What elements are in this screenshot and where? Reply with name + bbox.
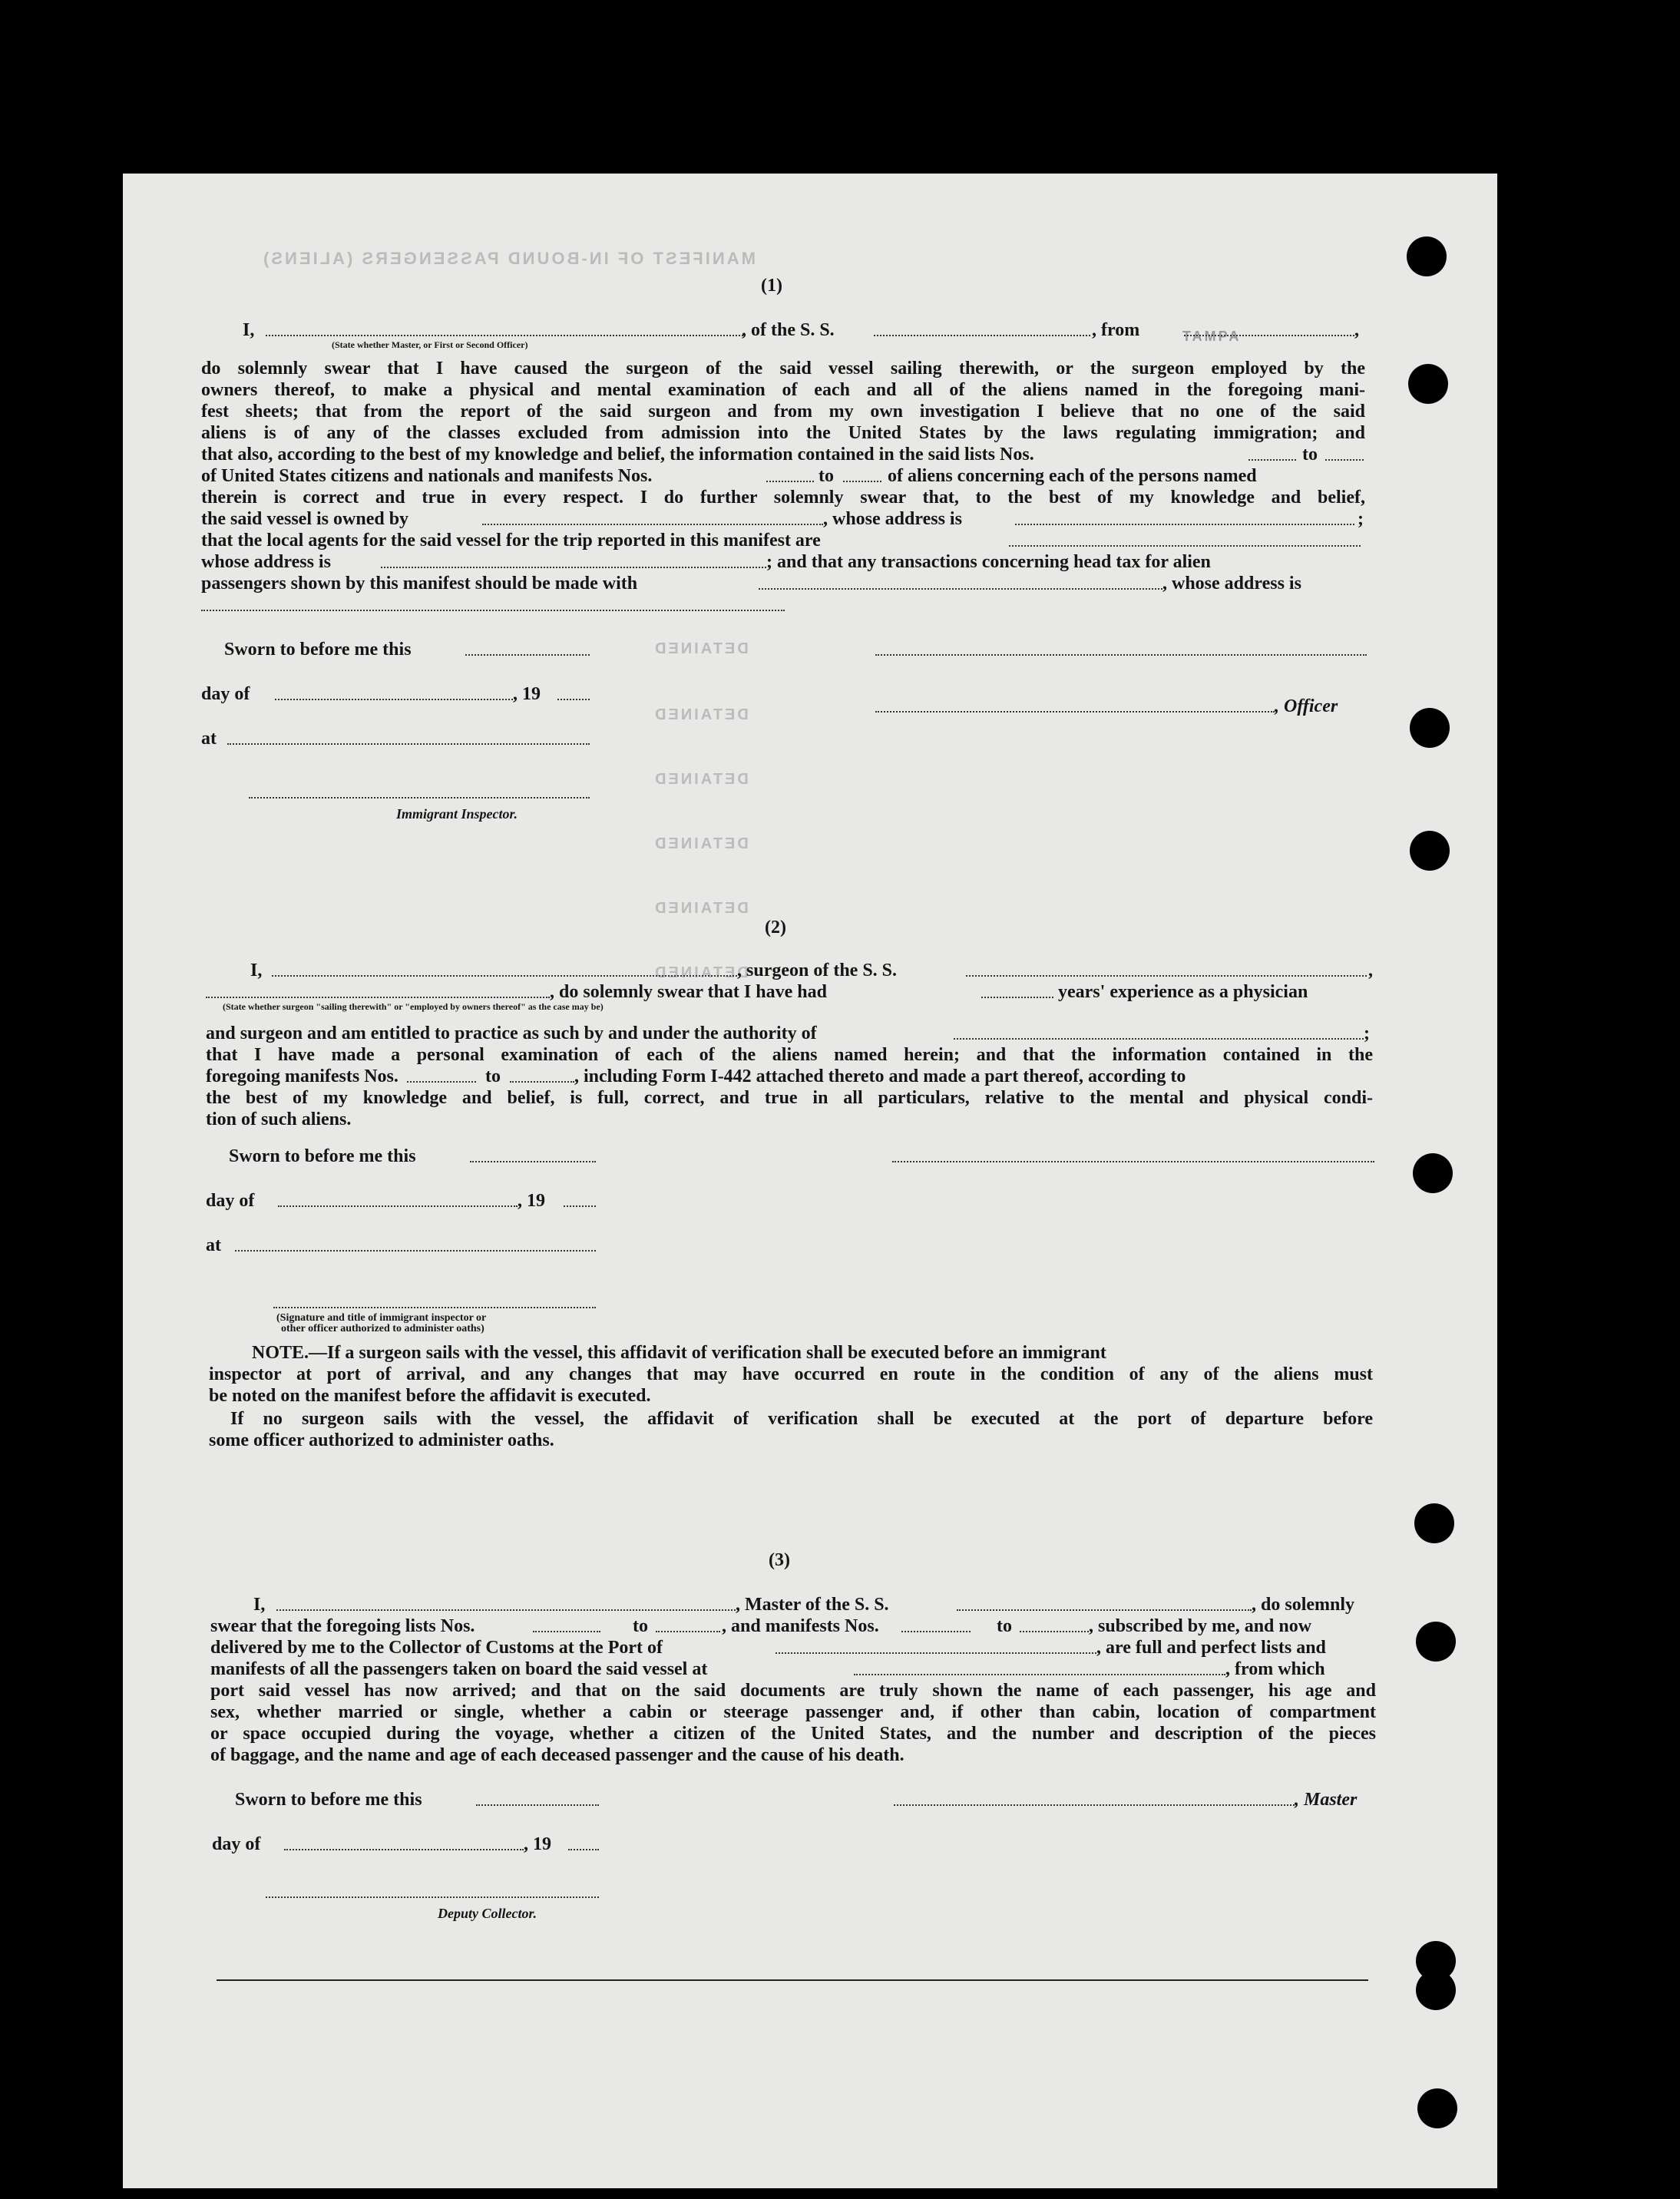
s1-line: owners thereof, to make a physical and mental examination of each and all of the aliens named in the foregoing mani- <box>201 380 1365 400</box>
s3-lists-to-field[interactable] <box>656 1631 720 1632</box>
s3-i: I, <box>253 1595 266 1615</box>
s1-year-field[interactable] <box>557 699 590 700</box>
punch-hole <box>1408 364 1448 404</box>
s2-manifests-to-field[interactable] <box>510 1081 574 1083</box>
s2-sworn: Sworn to before me this <box>229 1146 416 1166</box>
s1-place-field[interactable] <box>227 743 590 745</box>
lists-from-field[interactable] <box>1248 459 1296 461</box>
s2-line: the best of my knowledge and belief, is full, correct, and true in all particulars, relative to the mental and physical condi- <box>206 1088 1373 1108</box>
s2-i: I, <box>250 961 263 980</box>
s2-vessel-field[interactable] <box>966 975 1367 977</box>
agents-address-field[interactable] <box>381 567 766 568</box>
s2-month-field[interactable] <box>278 1205 518 1207</box>
s3-sworn-date-field[interactable] <box>476 1804 599 1806</box>
s3-taken-on-board: manifests of all the passengers taken on board the said vessel at <box>210 1659 708 1679</box>
s2-note-line: If no surgeon sails with the vessel, the affidavit of verification shall be executed at the port of departure before <box>230 1409 1373 1429</box>
s2-note-line: some officer authorized to administer oaths. <box>209 1430 554 1450</box>
s2-comma: , <box>1368 961 1373 980</box>
s3-lists: swear that the foregoing lists Nos. <box>210 1616 475 1636</box>
s1-owner-address-label: , whose address is <box>823 509 962 529</box>
manifest-page <box>123 174 1497 2188</box>
s1-to: to <box>819 466 834 486</box>
s1-officer-signature-top[interactable] <box>875 654 1367 656</box>
s1-line: therein is correct and true in every respect. I do further solemnly swear that, to the best of my knowledge and belief, <box>201 488 1365 508</box>
s3-from-which: , from which <box>1225 1659 1325 1679</box>
bleed-through-stamp: DETAINED <box>653 900 749 917</box>
s2-swear: , do solemnly swear that I have had <box>550 982 827 1002</box>
s1-vessel-label: , of the S. S. <box>742 320 835 340</box>
punch-hole <box>1410 831 1450 871</box>
s1-officer-signature-field[interactable] <box>875 711 1275 713</box>
punch-hole <box>1417 2088 1457 2128</box>
s3-lists-from-field[interactable] <box>533 1631 600 1632</box>
s1-head-tax: ; and that any transactions concerning head tax for alien <box>766 552 1211 572</box>
s3-day-of: day of <box>212 1834 261 1854</box>
s3-line: sex, whether married or single, whether a cabin or steerage passenger and, if other than cabin, location of compartment <box>210 1702 1376 1722</box>
s2-line: that I have made a personal examination of each of the aliens named herein; and that the information contained in the <box>206 1045 1373 1065</box>
s2-surgeon-note: (State whether surgeon "sailing therewith" or "employed by owners thereof" as the case may be) <box>223 1001 604 1012</box>
s3-full-perfect: , are full and perfect lists and <box>1096 1638 1326 1658</box>
owner-address-field[interactable] <box>1015 524 1354 525</box>
s1-passengers: passengers shown by this manifest should be made with <box>201 574 638 594</box>
s1-to: to <box>1302 445 1318 465</box>
s1-owned-by: the said vessel is owned by <box>201 509 409 529</box>
s2-semicolon: ; <box>1364 1023 1370 1043</box>
s2-authority: and surgeon and am entitled to practice as such by and under the authority of <box>206 1023 817 1043</box>
s2-inspector-signature-field[interactable] <box>273 1307 596 1308</box>
collector-signature-field[interactable] <box>266 1896 599 1898</box>
s1-officer-label: , Officer <box>1275 696 1338 716</box>
s1-comma: , <box>1354 320 1359 340</box>
port-of-embarkation-field[interactable] <box>854 1674 1225 1675</box>
lists-to-field[interactable] <box>1325 459 1364 461</box>
s2-place-field[interactable] <box>235 1250 596 1252</box>
bottom-rule <box>217 1979 1368 1981</box>
s3-collector-label: Deputy Collector. <box>438 1906 537 1921</box>
s3-to: to <box>633 1616 648 1636</box>
s1-semicolon: ; <box>1358 509 1364 529</box>
s1-i: I, <box>243 320 255 340</box>
s1-inspector-label: Immigrant Inspector. <box>396 806 518 822</box>
bleed-through-stamp: DETAINED <box>653 771 749 788</box>
s3-year-field[interactable] <box>568 1849 599 1850</box>
s2-manifests: foregoing manifests Nos. <box>206 1066 399 1086</box>
s3-master-of: , Master of the S. S. <box>736 1595 889 1615</box>
punch-hole <box>1414 1503 1454 1543</box>
s2-note-line: be noted on the manifest before the affidavit is executed. <box>209 1386 651 1406</box>
s2-manifests-from-field[interactable] <box>407 1081 476 1083</box>
s1-sworn: Sworn to before me this <box>224 640 412 660</box>
owner-field[interactable] <box>482 524 823 525</box>
s3-manifests-to-field[interactable] <box>1020 1631 1089 1632</box>
s1-line: do solemnly swear that I have caused the surgeon of the said vessel sailing therewith, or the surgeon employed by the <box>201 359 1365 379</box>
authority-field[interactable] <box>954 1038 1364 1040</box>
master-signature-field[interactable] <box>894 1804 1295 1806</box>
s1-line: of United States citizens and nationals and manifests Nos. <box>201 466 653 486</box>
s2-year-field[interactable] <box>564 1205 596 1207</box>
section-2-number: (2) <box>765 918 786 937</box>
s1-officer-note: (State whether Master, or First or Second Officer) <box>332 339 528 350</box>
s1-contact-address-label: , whose address is <box>1162 574 1301 594</box>
manifests-to-field[interactable] <box>843 481 881 482</box>
surgeon-name-field[interactable] <box>272 975 737 977</box>
s1-sworn-date-field[interactable] <box>465 654 590 656</box>
s3-delivered: delivered by me to the Collector of Customs at the Port of <box>210 1638 663 1658</box>
s2-physician: years' experience as a physician <box>1058 982 1308 1002</box>
contact-address-field[interactable] <box>201 610 785 611</box>
s1-line: aliens is of any of the classes excluded from admission into the United States by the laws regulating immigration; and <box>201 423 1365 443</box>
s1-year: , 19 <box>513 684 541 704</box>
s2-signature-note: other officer authorized to administer oaths) <box>281 1323 484 1334</box>
s2-vessel-label: , surgeon of the S. S. <box>737 961 898 980</box>
s1-line: that also, according to the best of my knowledge and belief, the information contained in the said lists Nos. <box>201 445 1034 465</box>
bleed-through-port: TAMPA <box>1182 329 1242 344</box>
bleed-through-stamp: DETAINED <box>653 640 749 657</box>
s1-agents-address-label: whose address is <box>201 552 331 572</box>
head-tax-contact-field[interactable] <box>759 588 1162 590</box>
s1-line: of aliens concerning each of the persons named <box>888 466 1257 486</box>
vessel-name-field[interactable] <box>874 335 1090 336</box>
bleed-through-stamp: DETAINED <box>653 706 749 723</box>
s2-at: at <box>206 1235 221 1255</box>
master-name-field[interactable] <box>276 1609 736 1611</box>
s2-surgeon-signature-field[interactable] <box>892 1161 1374 1162</box>
s3-line: of baggage, and the name and age of each deceased passenger and the cause of his death. <box>210 1745 904 1765</box>
s2-signature-note: (Signature and title of immigrant inspector or <box>276 1312 487 1324</box>
s3-vessel-field[interactable] <box>957 1609 1252 1611</box>
s3-sworn: Sworn to before me this <box>235 1790 422 1810</box>
s1-at: at <box>201 729 217 749</box>
s1-day-of: day of <box>201 684 250 704</box>
s1-month-field[interactable] <box>275 699 513 700</box>
s1-inspector-signature-field[interactable] <box>249 797 590 799</box>
s2-year: , 19 <box>518 1191 545 1211</box>
note-text: —If a surgeon sails with the vessel, this affidavit of verification shall be executed before an immigrant <box>309 1343 1106 1363</box>
bleed-through-stamp: DETAINED <box>653 835 749 852</box>
punch-hole <box>1407 236 1447 276</box>
s3-month-field[interactable] <box>284 1849 524 1850</box>
bleed-through-stamp: DETAINED <box>653 964 749 981</box>
local-agents-field[interactable] <box>1009 545 1361 547</box>
s2-including: , including Form I-442 attached thereto and made a part thereof, according to <box>574 1066 1186 1086</box>
manifests-from-field[interactable] <box>766 481 814 482</box>
s1-line: fest sheets; that from the report of the said surgeon and from my own investigation I believe that no one of the said <box>201 402 1365 422</box>
s3-to: to <box>997 1616 1012 1636</box>
s1-local-agents: that the local agents for the said vessel for the trip reported in this manifest are <box>201 531 821 551</box>
s3-year: , 19 <box>524 1834 551 1854</box>
s2-to: to <box>485 1066 501 1086</box>
years-experience-field[interactable] <box>981 997 1053 998</box>
officer-name-field[interactable] <box>266 335 743 336</box>
s3-solemnly: , do solemnly <box>1252 1595 1355 1615</box>
port-from-field[interactable] <box>1184 335 1354 336</box>
port-of-field[interactable] <box>776 1652 1096 1654</box>
s3-line: port said vessel has now arrived; and that on the said documents are truly shown the name of each passenger, his age and <box>210 1681 1376 1701</box>
s2-line: tion of such aliens. <box>206 1109 352 1129</box>
s3-master-label: , Master <box>1295 1790 1358 1810</box>
s1-from-label: , from <box>1092 320 1140 340</box>
note-label: NOTE. <box>252 1343 309 1363</box>
s2-note-line: inspector at port of arrival, and any changes that may have occurred en route in the condition of any of the aliens must <box>209 1364 1373 1384</box>
s2-day-of: day of <box>206 1191 255 1211</box>
bleed-through-header: MANIFEST OF IN-BOUND PASSENGERS (ALIENS) <box>261 249 756 268</box>
punch-hole <box>1413 1153 1453 1193</box>
punch-hole <box>1410 708 1450 748</box>
section-3-number: (3) <box>769 1550 790 1570</box>
s3-subscribed: , subscribed by me, and now <box>1089 1616 1312 1636</box>
s2-sworn-date-field[interactable] <box>470 1161 596 1162</box>
section-1-number: (1) <box>761 276 782 296</box>
s3-manifests-from-field[interactable] <box>901 1631 971 1632</box>
punch-hole <box>1416 1970 1456 2010</box>
punch-hole <box>1416 1622 1456 1662</box>
s3-line: or space occupied during the voyage, whether a citizen of the United States, and the number and description of the pieces <box>210 1724 1376 1744</box>
s3-manifests: , and manifests Nos. <box>722 1616 879 1636</box>
surgeon-capacity-field[interactable] <box>206 997 550 998</box>
s2-note-line <box>252 1342 1373 1364</box>
